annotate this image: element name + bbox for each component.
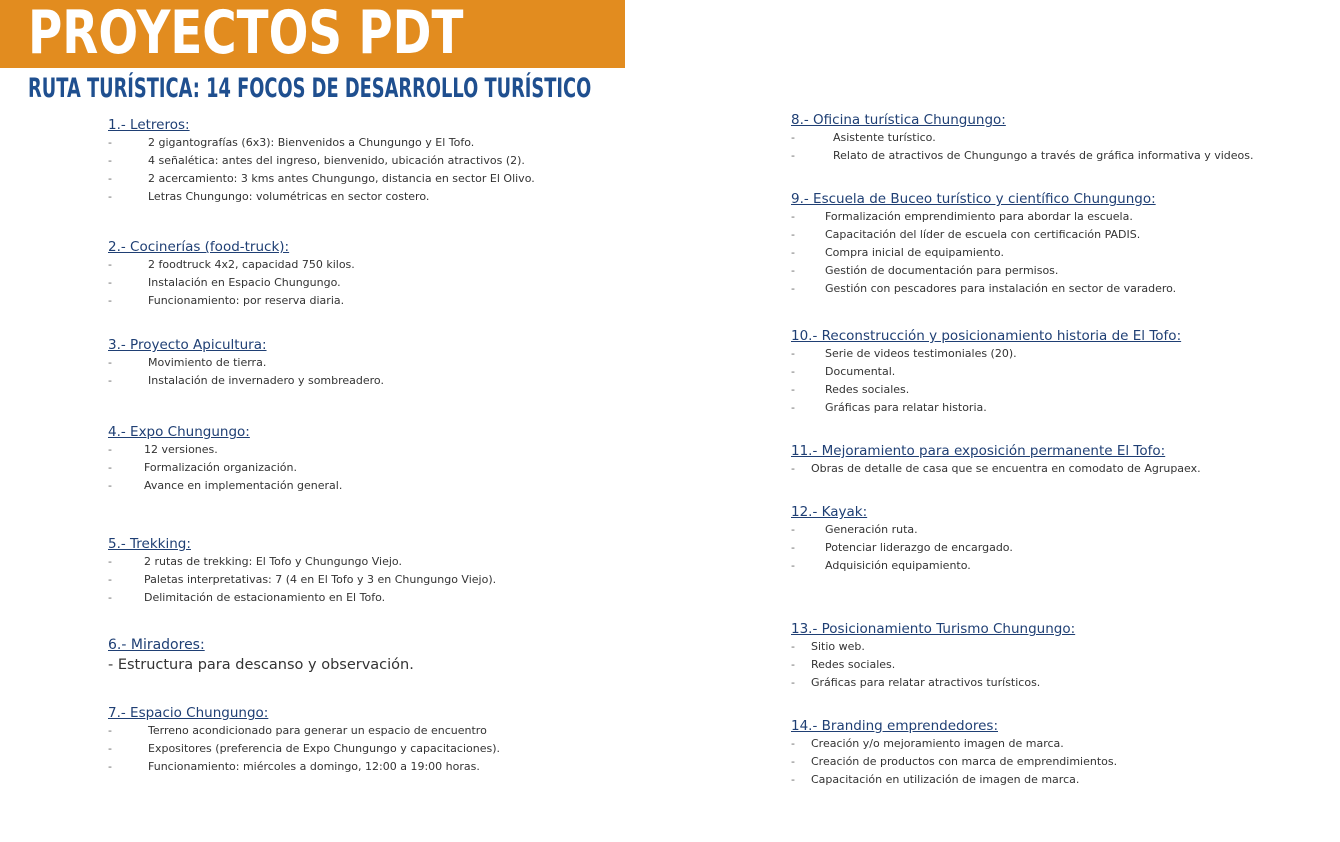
list-item: - 2 acercamiento: 3 kms antes Chungungo, distancia en sector El Olivo. (108, 172, 535, 185)
list-item: - Potenciar liderazgo de encargado. (791, 541, 1013, 554)
list-item: - 2 foodtruck 4x2, capacidad 750 kilos. (108, 258, 355, 271)
section-title: 1.- Letreros: (108, 117, 190, 133)
section-title: 3.- Proyecto Apicultura: (108, 337, 267, 353)
list-item: - Instalación de invernadero y sombreadero. (108, 374, 384, 387)
section-kayak (791, 503, 1013, 575)
list-item: - Gráficas para relatar atractivos turísticos. (791, 676, 1041, 689)
page-title: PROYECTOS PDT (28, 0, 464, 68)
list-item: - Gestión de documentación para permisos. (791, 264, 1059, 277)
section-cocinerias (108, 238, 355, 310)
section-title: 14.- Branding emprendedores: (791, 718, 998, 734)
section-title: 4.- Expo Chungungo: (108, 424, 250, 440)
list-item: - Serie de videos testimoniales (20). (791, 347, 1017, 360)
list-item: - Terreno acondicionado para generar un espacio de encuentro (108, 724, 487, 737)
section-title: 13.- Posicionamiento Turismo Chungungo: (791, 621, 1076, 637)
list-item: - Funcionamiento: miércoles a domingo, 12:00 a 19:00 horas. (108, 760, 480, 773)
list-item: - Redes sociales. (791, 658, 896, 671)
list-item: - 2 rutas de trekking: El Tofo y Chungungo Viejo. (108, 555, 402, 568)
section-expo (108, 423, 342, 495)
list-item: - Instalación en Espacio Chungungo. (108, 276, 341, 289)
list-item: - Asistente turístico. (791, 131, 936, 144)
section-title: 10.- Reconstrucción y posicionamiento historia de El Tofo: (791, 328, 1182, 344)
list-item: - Obras de detalle de casa que se encuentra en comodato de Agrupaex. (791, 462, 1201, 475)
list-item: - Sitio web. (791, 640, 865, 653)
list-item: - Generación ruta. (791, 523, 918, 536)
section-title: 2.- Cocinerías (food-truck): (108, 239, 290, 255)
section-buceo (791, 190, 1176, 298)
section-title: 8.- Oficina turística Chungungo: (791, 112, 1006, 128)
list-item: - Gestión con pescadores para instalación en sector de varadero. (791, 282, 1177, 295)
section-miradores (108, 636, 414, 676)
list-item: - Gráficas para relatar historia. (791, 401, 987, 414)
list-item: - Delimitación de estacionamiento en El Tofo. (108, 591, 386, 604)
list-item: - Estructura para descanso y observación. (108, 657, 414, 673)
section-title: 6.- Miradores: (108, 637, 205, 653)
list-item: - 2 gigantografías (6x3): Bienvenidos a Chungungo y El Tofo. (108, 136, 475, 149)
page-subtitle: RUTA TURÍSTICA: 14 FOCOS DE DESARROLLO TURÍSTICO (28, 73, 592, 104)
section-apicultura (108, 336, 384, 390)
list-item: - Paletas interpretativas: 7 (4 en El Tofo y 3 en Chungungo Viejo). (108, 573, 497, 586)
list-item: - Capacitación en utilización de imagen de marca. (791, 773, 1080, 786)
section-espacio (108, 704, 500, 776)
section-tofo-historia (791, 327, 1181, 417)
list-item: - Creación y/o mejoramiento imagen de marca. (791, 737, 1064, 750)
section-title: 5.- Trekking: (108, 536, 191, 552)
list-item: - Funcionamiento: por reserva diaria. (108, 294, 345, 307)
section-title: 9.- Escuela de Buceo turístico y científico Chungungo: (791, 191, 1156, 207)
list-item: - Expositores (preferencia de Expo Chungungo y capacitaciones). (108, 742, 501, 755)
list-item: - 12 versiones. (108, 443, 218, 456)
list-item: - Adquisición equipamiento. (791, 559, 971, 572)
list-item: - 4 señalética: antes del ingreso, bienvenido, ubicación atractivos (2). (108, 154, 525, 167)
section-posicionamiento (791, 620, 1075, 692)
list-item: - Redes sociales. (791, 383, 910, 396)
list-item: - Avance en implementación general. (108, 479, 343, 492)
section-letreros (108, 116, 535, 206)
section-exposicion (791, 442, 1201, 478)
list-item: - Relato de atractivos de Chungungo a través de gráfica informativa y videos. (791, 149, 1254, 162)
list-item: - Compra inicial de equipamiento. (791, 246, 1004, 259)
section-branding (791, 717, 1117, 789)
list-item: - Letras Chungungo: volumétricas en sector costero. (108, 190, 430, 203)
list-item: - Formalización organización. (108, 461, 298, 474)
section-title: 11.- Mejoramiento para exposición permanente El Tofo: (791, 443, 1166, 459)
list-item: - Documental. (791, 365, 896, 378)
section-trekking (108, 535, 496, 607)
list-item: - Formalización emprendimiento para abordar la escuela. (791, 210, 1133, 223)
list-item: - Movimiento de tierra. (108, 356, 267, 369)
section-oficina (791, 111, 1254, 165)
list-item: - Capacitación del líder de escuela con certificación PADIS. (791, 228, 1141, 241)
section-title: 12.- Kayak: (791, 504, 868, 520)
list-item: - Creación de productos con marca de emprendimientos. (791, 755, 1118, 768)
section-title: 7.- Espacio Chungungo: (108, 705, 269, 721)
